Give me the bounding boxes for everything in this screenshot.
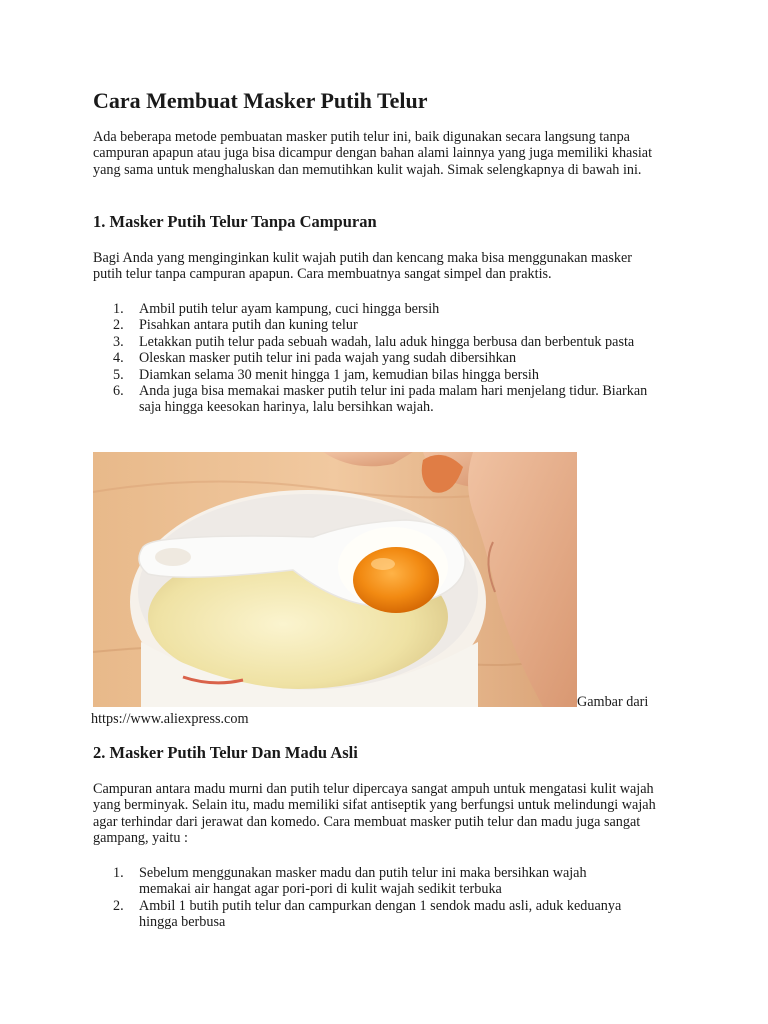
list-number: 2.: [113, 897, 124, 914]
list-text: Diamkan selama 30 menit hingga 1 jam, kemudian bilas hingga bersih: [139, 366, 539, 383]
list-number: 2.: [113, 317, 124, 334]
section-1-paragraph: Bagi Anda yang menginginkan kulit wajah putih dan kencang maka bisa menggunakan masker putih telur tanpa campuran apapun. Cara membuatnya sangat simpel dan praktis.: [93, 250, 632, 283]
list-item: [93, 334, 663, 350]
list-text: Ambil 1 butih putih telur dan campurkan dengan 1 sendok madu asli, aduk keduanya hingga berbusa: [139, 897, 622, 931]
intro-paragraph: Ada beberapa metode pembuatan masker putih telur ini, baik digunakan secara langsung tanpa campuran apapun atau juga bisa dicampur dengan bahan alami lainnya yang juga memiliki khasiat yang sama untuk menghaluskan dan memutihkan kulit wajah. Simak selengkapnya di bawah ini.: [93, 129, 653, 178]
section-1-heading: 1. Masker Putih Telur Tanpa Campuran: [93, 212, 377, 231]
list-item: [93, 301, 663, 317]
caption-source-label: Gambar dari: [577, 694, 649, 710]
list-item: [93, 383, 663, 416]
list-number: 1.: [113, 865, 124, 881]
list-item: [93, 317, 663, 333]
list-text: Pisahkan antara putih dan kuning telur: [139, 317, 358, 334]
list-number: 5.: [113, 366, 124, 383]
list-number: 6.: [113, 383, 124, 400]
page-title: Cara Membuat Masker Putih Telur: [93, 88, 428, 113]
photo-illustration: [93, 452, 577, 707]
list-text: Letakkan putih telur pada sebuah wadah, lalu aduk hingga berbusa dan berbentuk pasta: [139, 333, 635, 350]
list-item: [93, 367, 663, 383]
list-item: [93, 865, 663, 898]
list-number: 3.: [113, 333, 124, 350]
list-item: [93, 350, 663, 366]
list-number: 1.: [113, 301, 124, 317]
section-1-steps: [93, 301, 663, 416]
list-text: Anda juga bisa memakai masker putih telur ini pada malam hari menjelang tidur. Biarkan saja hingga keesokan harinya, lalu bersihkan wajah.: [139, 383, 648, 416]
egg-separator-photo: [93, 452, 577, 707]
list-text: Ambil putih telur ayam kampung, cuci hingga bersih: [139, 301, 440, 317]
section-2-steps: [93, 865, 663, 931]
list-number: 4.: [113, 350, 124, 367]
list-text: Sebelum menggunakan masker madu dan putih telur ini maka bersihkan wajah memakai air hangat agar pori-pori di kulit wajah sedikit terbuka: [139, 865, 587, 898]
list-item: [93, 898, 663, 931]
list-text: Oleskan masker putih telur ini pada wajah yang sudah dibersihkan: [139, 350, 517, 367]
section-2-paragraph: Campuran antara madu murni dan putih telur dipercaya sangat ampuh untuk mengatasi kulit wajah yang berminyak. Selain itu, madu memiliki sifat antiseptik yang berfungsi untuk melindungi wajah agar terhindar dari jerawat dan komedo. Cara membuat masker putih telur dan madu juga sangat gampang, yaitu :: [93, 781, 656, 847]
caption-source-link[interactable]: https://www.aliexpress.com: [91, 711, 249, 727]
section-2-heading: 2. Masker Putih Telur Dan Madu Asli: [93, 743, 358, 762]
